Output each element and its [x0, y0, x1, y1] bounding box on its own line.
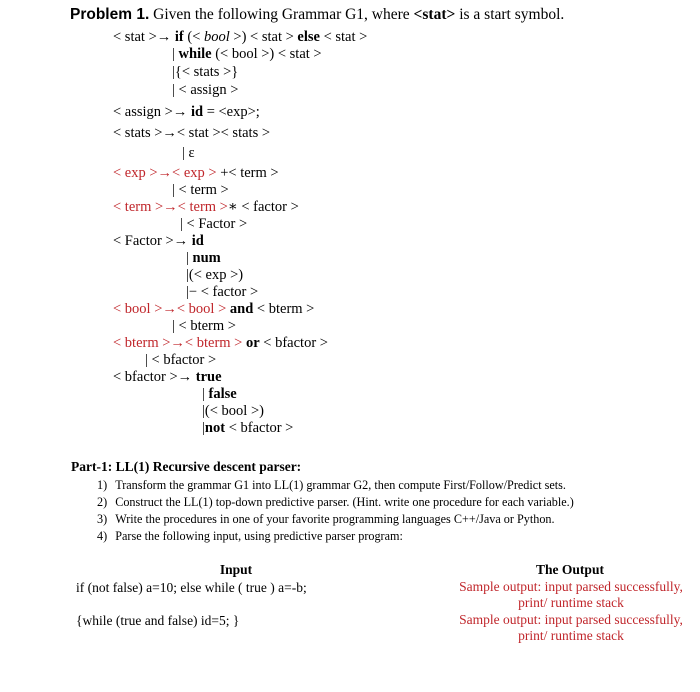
- grammar-segment: = <exp>;: [203, 104, 260, 120]
- grammar-line: [172, 46, 322, 63]
- grammar-segment: < stat >→: [113, 29, 175, 45]
- grammar-segment: and: [229, 301, 254, 317]
- grammar-line: [180, 216, 247, 233]
- grammar-segment: else: [297, 29, 320, 45]
- grammar-segment: +< term >: [216, 165, 279, 181]
- grammar-segment: | < bterm >: [172, 318, 236, 334]
- grammar-segment: < bterm >: [253, 301, 315, 317]
- grammar-segment: true: [195, 369, 222, 385]
- grammar-segment: < stats >→< stat >< stats >: [113, 125, 271, 141]
- problem-label: Problem 1.: [70, 6, 150, 23]
- grammar-segment: if: [174, 29, 184, 45]
- grammar-segment: |{< stats >}: [172, 64, 239, 80]
- input-header: Input: [219, 562, 253, 577]
- list-item-text: Construct the LL(1) top-down predictive parser. (Hint. write one procedure for each variable.): [115, 495, 574, 509]
- grammar-segment: | < bfactor >: [145, 352, 217, 368]
- grammar-segment: (<: [183, 29, 204, 45]
- grammar-line: [202, 403, 264, 420]
- grammar-line: [172, 182, 229, 199]
- grammar-line: [186, 284, 258, 301]
- grammar-line: [172, 82, 238, 99]
- grammar-line: [113, 104, 260, 121]
- grammar-line: [202, 386, 237, 403]
- list-item: [97, 477, 566, 493]
- grammar-segment: ∗ < factor >: [227, 199, 299, 215]
- grammar-segment: |: [202, 420, 205, 436]
- grammar-segment: | < term >: [172, 182, 229, 198]
- grammar-segment: < exp >→< exp >: [113, 165, 217, 181]
- input-example-2: {while (true and false) id=5; }: [76, 613, 240, 628]
- grammar-segment: < term >→< term >: [113, 199, 228, 215]
- grammar-segment: |: [202, 386, 209, 402]
- problem-intro: Given the following Grammar G1, where: [149, 6, 414, 23]
- grammar-segment: |(< bool >): [202, 403, 264, 419]
- grammar-segment: id: [190, 104, 204, 120]
- grammar-segment: |: [186, 250, 193, 266]
- grammar-segment: | < assign >: [172, 82, 239, 98]
- grammar-segment: num: [192, 250, 221, 266]
- problem-statement: [70, 6, 564, 24]
- part1-title: Part-1: LL(1) Recursive descent parser:: [71, 459, 302, 474]
- grammar-line: [113, 233, 204, 250]
- grammar-line: [113, 29, 367, 46]
- grammar-line: [186, 250, 221, 267]
- output-example-1: [447, 579, 695, 611]
- grammar-line: [172, 64, 238, 81]
- grammar-segment: < bool >→< bool >: [113, 301, 227, 317]
- grammar-segment: < bterm >→< bterm >: [113, 335, 243, 351]
- list-item-number: 2): [97, 495, 108, 509]
- start-symbol: <stat>: [413, 6, 456, 23]
- problem-intro-end: is a start symbol.: [455, 6, 565, 23]
- grammar-segment: >) < stat >: [229, 29, 298, 45]
- output-line: Sample output: input parsed successfully,: [459, 579, 683, 594]
- grammar-segment: |: [172, 46, 179, 62]
- grammar-line: [113, 301, 314, 318]
- grammar-segment: |− < factor >: [186, 284, 259, 300]
- output-line: Sample output: input parsed successfully,: [459, 612, 683, 627]
- grammar-segment: < assign >→: [113, 104, 191, 120]
- list-item-number: 4): [97, 529, 108, 543]
- list-item-number: 3): [97, 512, 108, 526]
- grammar-segment: while: [178, 46, 212, 62]
- list-item-text: Transform the grammar G1 into LL(1) grammar G2, then compute First/Follow/Predict sets.: [115, 478, 566, 492]
- grammar-segment: bool: [204, 29, 230, 45]
- output-line: print/ runtime stack: [518, 595, 624, 610]
- grammar-segment: |(< exp >): [186, 267, 244, 283]
- list-item: [97, 494, 574, 510]
- list-item-number: 1): [97, 478, 108, 492]
- grammar-line: [113, 369, 222, 386]
- list-item: [97, 528, 403, 544]
- grammar-segment: < bfactor >: [259, 335, 328, 351]
- grammar-line: [145, 352, 216, 369]
- list-item-text: Parse the following input, using predictive parser program:: [115, 529, 403, 543]
- grammar-segment: false: [208, 386, 237, 402]
- grammar-line: [182, 145, 195, 162]
- grammar-line: [113, 199, 299, 216]
- input-example-1: if (not false) a=10; else while ( true ) a=-b;: [76, 580, 307, 595]
- grammar-segment: | < Factor >: [180, 216, 248, 232]
- output-example-2: [447, 612, 695, 644]
- list-item-text: Write the procedures in one of your favorite programming languages C++/Java or Python.: [115, 512, 555, 526]
- grammar-segment: or: [245, 335, 260, 351]
- grammar-line: [202, 420, 293, 437]
- grammar-line: [113, 335, 328, 352]
- grammar-segment: id: [191, 233, 204, 249]
- grammar-segment: < Factor >→: [113, 233, 192, 249]
- grammar-segment: < stat >: [319, 29, 368, 45]
- grammar-line: [113, 165, 279, 182]
- output-line: print/ runtime stack: [518, 628, 624, 643]
- grammar-line: [172, 318, 236, 335]
- grammar-line: [186, 267, 243, 284]
- output-header: The Output: [536, 562, 604, 577]
- grammar-line: [113, 125, 270, 142]
- list-item: [97, 511, 555, 527]
- grammar-segment: (< bool >) < stat >: [211, 46, 322, 62]
- grammar-segment: < bfactor >→: [113, 369, 196, 385]
- grammar-segment: < bfactor >: [225, 420, 294, 436]
- grammar-segment: not: [204, 420, 226, 436]
- grammar-segment: | ε: [182, 145, 195, 161]
